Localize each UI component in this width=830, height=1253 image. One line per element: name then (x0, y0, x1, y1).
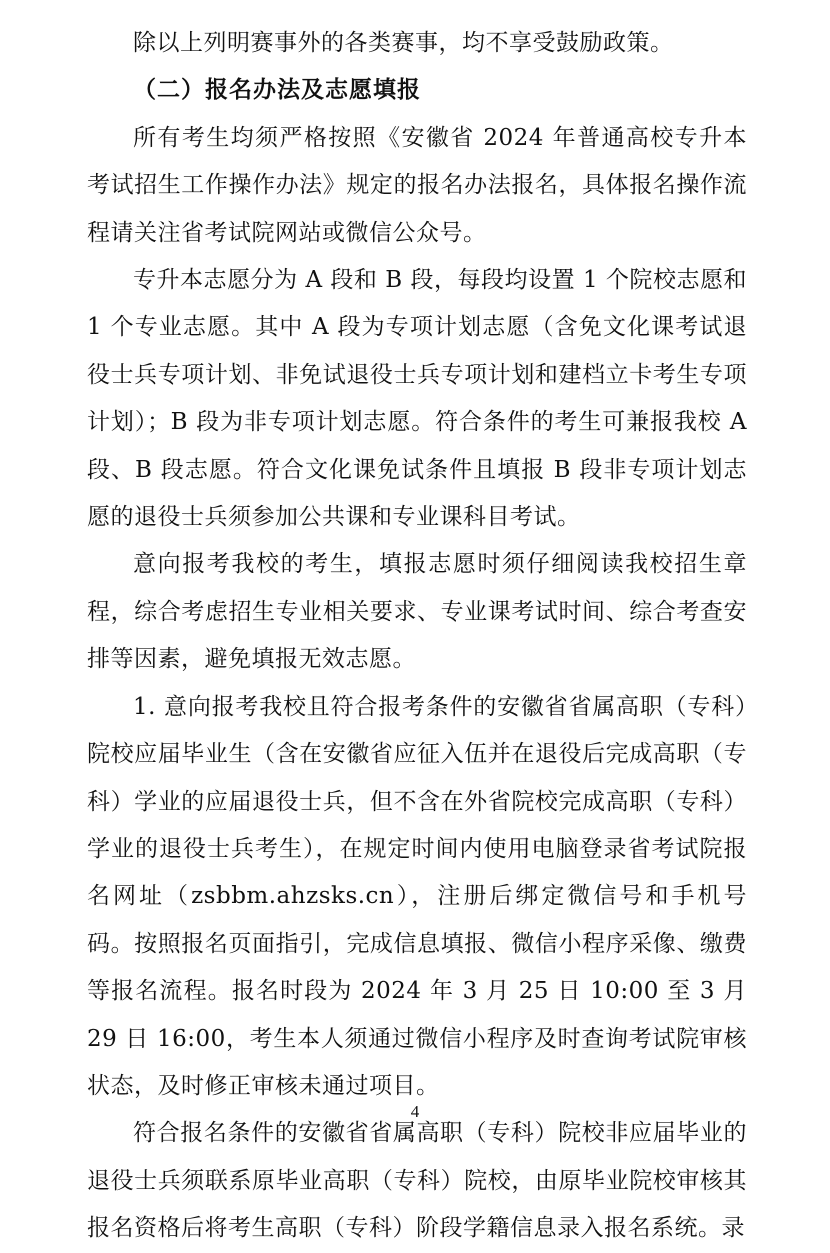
page-number: 4 (410, 1102, 420, 1121)
paragraph-registration-method: 所有考生均须严格按照《安徽省 2024 年普通高校专升本考试招生工作操作办法》规定的报名办法报名，具体报名操作流程请关注省考试院网站或微信公众号。 (87, 124, 747, 246)
paragraph-volunteer-sections: 专升本志愿分为 A 段和 B 段，每段均设置 1 个院校志愿和 1 个专业志愿。其中 A 段为专项计划志愿（含免文化课考试退役士兵专项计划、非免试退役士兵专项计划和建档立卡考生专项计划）；B 段为非专项计划志愿。符合条件的考生可兼报我校 A 段、B 段志愿。符合文化课免试条件且填报 B 段非专项计划志愿的退役士兵须参加公共课和专业课科目考试。 (87, 267, 747, 531)
paragraph-non-graduate-veterans: 符合报名条件的安徽省省属高职（专科）院校非应届毕业的退役士兵须联系原毕业高职（专科）院校，由原毕业院校审核其报名资格后将考生高职（专科）阶段学籍信息录入报名系统。录 (87, 1120, 747, 1242)
paragraph-reading-advice: 意向报考我校的考生，填报志愿时须仔细阅读我校招生章程，综合考虑招生专业相关要求、专业课考试时间、综合考查安排等因素，避免填报无效志愿。 (87, 551, 747, 673)
paragraph-closing-note: 除以上列明赛事外的各类赛事，均不享受鼓励政策。 (133, 30, 674, 56)
section-heading: （二）报名办法及志愿填报 (133, 77, 421, 104)
paragraph-item-1: 1. 意向报考我校且符合报考条件的安徽省省属高职（专科）院校应届毕业生（含在安徽省应征入伍并在退役后完成高职（专科）学业的应届退役士兵，但不含在外省院校完成高职（专科）学业的退役士兵考生），在规定时间内使用电脑登录省考试院报名网址（zsbbm.ahzsks.cn），注册后绑定微信号和手机号码。按照报名页面指引，完成信息填报、微信小程序采像、缴费等报名流程。报名时段为 2024 年 3 月 25 日 10:00 至 3 月 29 日 16:00，考生本人须通过微信小程序及时查询考试院审核状态，及时修正审核未通过项目。 (87, 693, 747, 1099)
body-text (87, 20, 747, 1253)
